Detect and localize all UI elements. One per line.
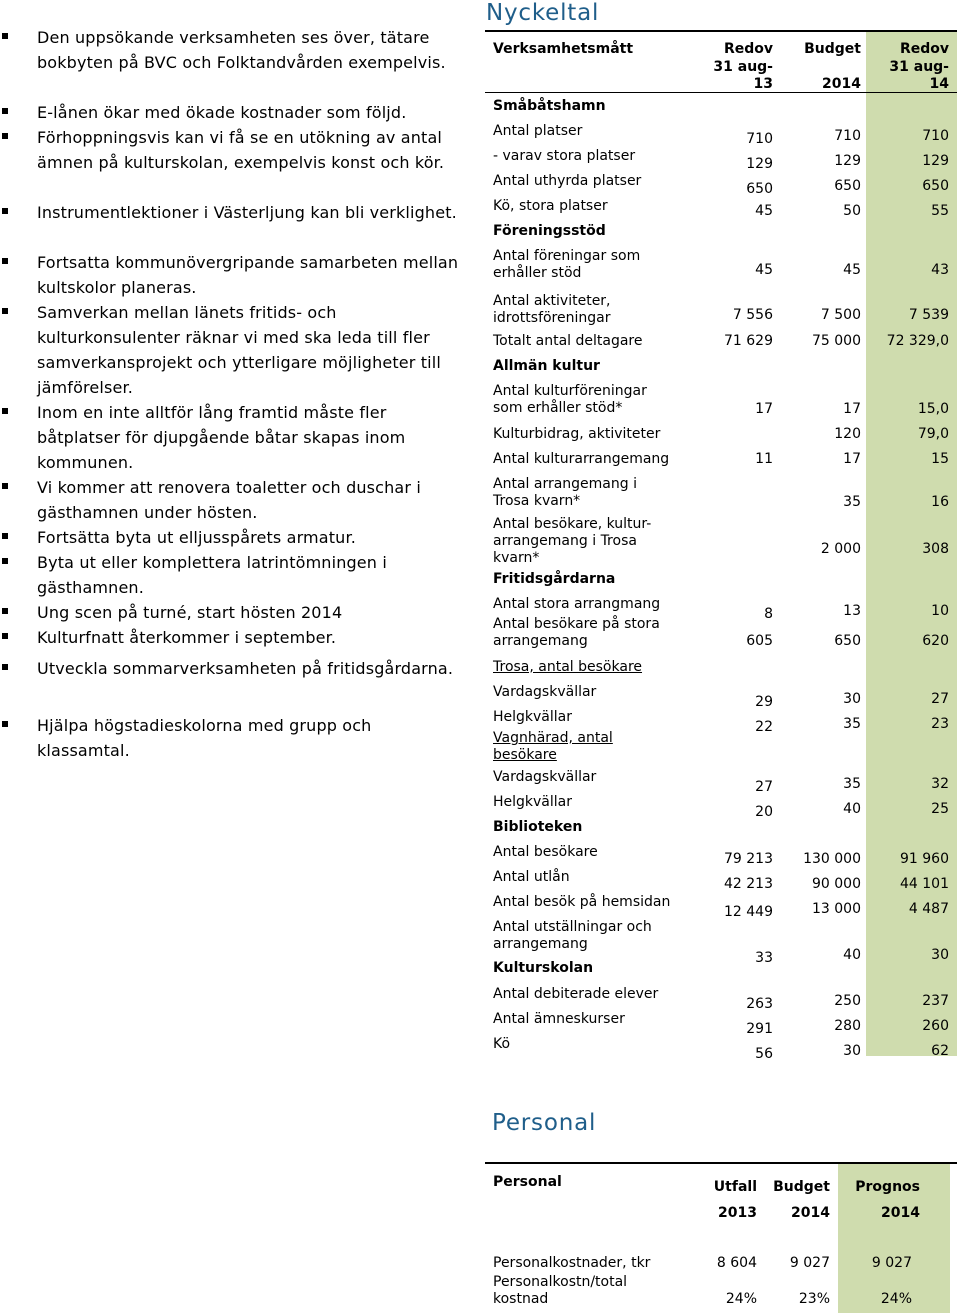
section-heading: Fritidsgårdarna (493, 571, 616, 587)
section-heading: Småbåtshamn (493, 98, 606, 114)
row-value-col1: 22 (755, 719, 773, 735)
row-value-col3: 55 (931, 203, 949, 219)
bullet-item (0, 125, 470, 200)
row-value-col3: 10 (931, 603, 949, 619)
nyckeltal-table (485, 30, 957, 1062)
bullet-item (0, 300, 470, 400)
row-value-col3: 27 (931, 691, 949, 707)
row-value-col2: 40 (843, 801, 861, 817)
row-label: Vardagskvällar (493, 684, 597, 700)
bullet-text: Inom en inte alltför lång framtid måste fler båtplatser för djupgående båtar skapas inom kommunen. (37, 403, 406, 472)
row-value-col1: 42 213 (724, 876, 773, 892)
bullet-square-icon (2, 558, 8, 564)
header-rule (485, 30, 957, 32)
row-value-col3: 710 (922, 128, 949, 144)
row-value-col3: 44 101 (900, 876, 949, 892)
bullet-square-icon (2, 608, 8, 614)
personal-row-label: Personalkostnader, tkr (493, 1255, 651, 1271)
row-value-col1: 17 (755, 401, 773, 417)
row-value-col1: 79 213 (724, 851, 773, 867)
personal-row-value-col1: 8 604 (716, 1255, 757, 1271)
row-value-col2: 45 (843, 262, 861, 278)
section-heading: Föreningsstöd (493, 223, 606, 239)
section-heading: Kulturskolan (493, 960, 594, 976)
row-label: Antal kulturarrangemang (493, 451, 670, 467)
bullet-square-icon (2, 258, 8, 264)
row-value-col1: 20 (755, 804, 773, 820)
bullet-text: Instrumentlektioner i Västerljung kan bli verklighet. (37, 203, 457, 222)
row-label: Vardagskvällar (493, 769, 597, 785)
row-label: Helgkvällar (493, 709, 573, 725)
personal-table (485, 1162, 957, 1313)
row-label: Antal stora arrangmang (493, 596, 661, 612)
row-value-col2: 7 500 (820, 307, 861, 323)
bullet-text: Samverkan mellan länets fritids- och kulturkonsulenter räknar vi med ska leda till fler samverkansprojekt och ytterligare möjligheter till jämförelser. (37, 303, 441, 397)
row-value-col1: 710 (746, 131, 773, 147)
bullet-text: Utveckla sommarverksamheten på fritidsgårdarna. (37, 659, 454, 678)
row-value-col3: 43 (931, 262, 949, 278)
bullet-item (0, 475, 470, 525)
row-value-col3: 4 487 (908, 901, 949, 917)
row-value-col1: 263 (746, 996, 773, 1012)
row-value-col2: 280 (834, 1018, 861, 1034)
row-label: Antal utställningar och arrangemang (493, 919, 652, 952)
row-value-col1: 71 629 (724, 333, 773, 349)
row-value-col2: 75 000 (812, 333, 861, 349)
row-value-col1: 11 (755, 451, 773, 467)
bullet-text: E-lånen ökar med ökade kostnader som följd. (37, 103, 407, 122)
personal-title: Personal (492, 1110, 597, 1136)
row-value-col1: 650 (746, 181, 773, 197)
personal-row-label: Personalkostn/total kostnad (493, 1274, 628, 1307)
row-label: Antal besök på hemsidan (493, 894, 671, 910)
row-label: - varav stora platser (493, 148, 636, 164)
row-value-col3: 129 (922, 153, 949, 169)
row-label: Kö (493, 1036, 511, 1052)
bullet-square-icon (2, 533, 8, 539)
row-label: Kulturbidrag, aktiviteter (493, 426, 661, 442)
row-value-col3: 79,0 (917, 426, 949, 442)
measure-header: Verksamhetsmått (493, 41, 634, 57)
bullet-item (0, 713, 470, 763)
row-value-col3: 91 960 (900, 851, 949, 867)
row-value-col2: 2 000 (820, 541, 861, 557)
row-label: Antal arrangemang i Trosa kvarn* (493, 476, 637, 509)
row-value-col1: 27 (755, 779, 773, 795)
personal-header: Personal (493, 1174, 562, 1190)
row-label: Antal besökare, kultur-arrangemang i Trosa kvarn* (493, 516, 652, 566)
col1-header: Redov 31 aug- 13 (713, 41, 773, 92)
row-value-col3: 25 (931, 801, 949, 817)
bullet-square-icon (2, 308, 8, 314)
bullet-square-icon (2, 408, 8, 414)
bullet-square-icon (2, 721, 8, 727)
row-value-col1: 605 (746, 633, 773, 649)
personal-row-value-col3: 24% (880, 1291, 912, 1307)
bullet-square-icon (2, 133, 8, 139)
utfall-header: Utfall 2013 (713, 1179, 757, 1221)
row-value-col2: 650 (834, 178, 861, 194)
row-value-col2: 40 (843, 947, 861, 963)
row-value-col3: 32 (931, 776, 949, 792)
row-value-col1: 33 (755, 950, 773, 966)
personal-row-value-col2: 23% (798, 1291, 830, 1307)
row-value-col1: 29 (755, 694, 773, 710)
section-heading: Biblioteken (493, 819, 583, 835)
prognos-header: Prognos 2014 (855, 1179, 920, 1221)
row-value-col2: 17 (843, 451, 861, 467)
row-value-col1: 45 (755, 262, 773, 278)
bullet-item (0, 525, 470, 550)
row-label: Totalt antal deltagare (493, 333, 643, 349)
row-value-col1: 8 (764, 606, 773, 622)
row-value-col2: 120 (834, 426, 861, 442)
row-value-col2: 30 (843, 1043, 861, 1059)
bullet-square-icon (2, 483, 8, 489)
row-value-col2: 13 (843, 603, 861, 619)
row-value-col1: 45 (755, 203, 773, 219)
row-value-col3: 260 (922, 1018, 949, 1034)
row-value-col3: 62 (931, 1043, 949, 1059)
bullet-text: Ung scen på turné, start hösten 2014 (37, 603, 343, 622)
bullet-text: Byta ut eller komplettera latrintömningen i gästhamnen. (37, 553, 387, 597)
bullet-text: Den uppsökande verksamheten ses över, tätare bokbyten på BVC och Folktandvården exempelvis. (37, 28, 446, 72)
bullet-item (0, 625, 470, 650)
row-value-col3: 15 (931, 451, 949, 467)
row-label: Antal debiterade elever (493, 986, 659, 1002)
row-value-col2: 50 (843, 203, 861, 219)
row-label: Antal besökare (493, 844, 598, 860)
row-label: Antal ämneskurser (493, 1011, 625, 1027)
row-value-col2: 35 (843, 776, 861, 792)
row-label: Antal uthyrda platser (493, 173, 642, 189)
bullet-square-icon (2, 208, 8, 214)
row-value-col3: 72 329,0 (886, 333, 949, 349)
row-value-col2: 650 (834, 633, 861, 649)
row-label: Kö, stora platser (493, 198, 608, 214)
bullet-text: Fortsatta kommunövergripande samarbeten mellan kultskolor planeras. (37, 253, 459, 297)
subsection-heading: Vagnhärad, antal besökare (493, 730, 613, 763)
bullet-text: Förhoppningsvis kan vi få se en utökning av antal ämnen på kulturskolan, exempelvis konst och kör. (37, 128, 445, 172)
header-rule (485, 1162, 957, 1164)
row-label: Antal föreningar som erhåller stöd (493, 248, 641, 281)
row-value-col2: 17 (843, 401, 861, 417)
subsection-heading: Trosa, antal besökare (493, 659, 643, 675)
row-value-col2: 35 (843, 494, 861, 510)
personal-row-value-col2: 9 027 (789, 1255, 830, 1271)
section-heading: Allmän kultur (493, 358, 600, 374)
bullet-square-icon (2, 664, 8, 670)
row-label: Antal besökare på stora arrangemang (493, 616, 660, 649)
col3-header: Redov 31 aug- 14 (889, 41, 949, 92)
row-value-col2: 710 (834, 128, 861, 144)
bullet-item (0, 400, 470, 475)
row-value-col3: 620 (922, 633, 949, 649)
bullet-item (0, 656, 470, 706)
row-value-col3: 15,0 (917, 401, 949, 417)
col2-header: Budget 2014 (804, 41, 861, 92)
row-value-col3: 16 (931, 494, 949, 510)
bullet-text: Hjälpa högstadieskolorna med grupp och klassamtal. (37, 716, 372, 760)
row-label: Helgkvällar (493, 794, 573, 810)
row-value-col3: 30 (931, 947, 949, 963)
bullet-item (0, 100, 470, 125)
row-value-col1: 129 (746, 156, 773, 172)
personal-row-value-col3: 9 027 (871, 1255, 912, 1271)
bullet-text: Vi kommer att renovera toaletter och duschar i gästhamnen under hösten. (37, 478, 421, 522)
bullet-item (0, 200, 470, 250)
row-value-col3: 308 (922, 541, 949, 557)
row-value-col1: 7 556 (732, 307, 773, 323)
row-label: Antal kulturföreningar som erhåller stöd* (493, 383, 647, 416)
bullet-text: Kulturfnatt återkommer i september. (37, 628, 337, 647)
nyckeltal-title: Nyckeltal (486, 0, 600, 26)
row-value-col2: 90 000 (812, 876, 861, 892)
row-label: Antal utlån (493, 869, 570, 885)
bullet-square-icon (2, 633, 8, 639)
row-value-col2: 13 000 (812, 901, 861, 917)
row-value-col3: 650 (922, 178, 949, 194)
personal-row-value-col1: 24% (725, 1291, 757, 1307)
bullet-square-icon (2, 33, 8, 39)
row-value-col2: 35 (843, 716, 861, 732)
row-value-col1: 291 (746, 1021, 773, 1037)
row-value-col3: 7 539 (908, 307, 949, 323)
bullet-item (0, 550, 470, 600)
bullet-item (0, 600, 470, 625)
row-value-col2: 130 000 (803, 851, 861, 867)
row-value-col1: 12 449 (724, 904, 773, 920)
row-value-col2: 30 (843, 691, 861, 707)
bullet-item (0, 25, 470, 100)
bullet-text: Fortsätta byta ut elljusspårets armatur. (37, 528, 356, 547)
row-value-col1: 56 (755, 1046, 773, 1062)
row-label: Antal platser (493, 123, 583, 139)
row-value-col3: 23 (931, 716, 949, 732)
row-value-col2: 250 (834, 993, 861, 1009)
bullet-square-icon (2, 108, 8, 114)
row-label: Antal aktiviteter, idrottsföreningar (493, 293, 611, 326)
budget-header: Budget 2014 (773, 1179, 830, 1221)
row-value-col2: 129 (834, 153, 861, 169)
bullet-item (0, 250, 470, 300)
row-value-col3: 237 (922, 993, 949, 1009)
